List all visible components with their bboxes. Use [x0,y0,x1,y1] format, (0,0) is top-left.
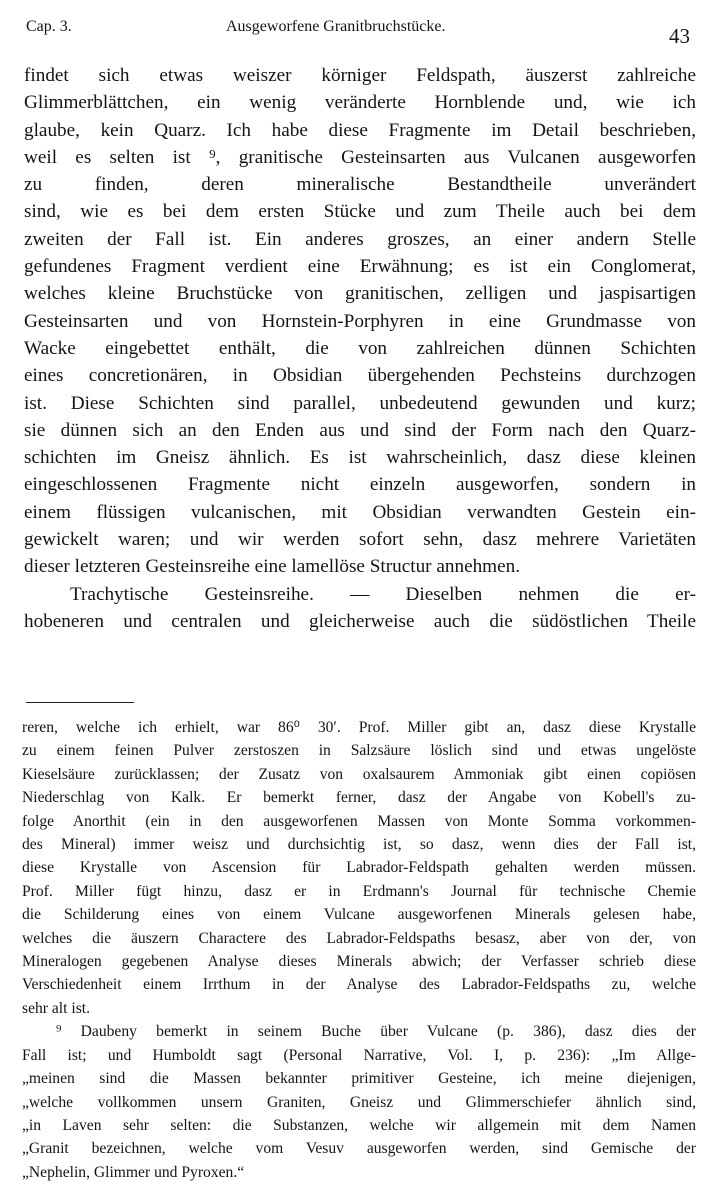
main-text [24,62,696,635]
footnote-line: Fall ist; und Humboldt sagt (Personal Narrative, Vol. I, p. 236): „Im Allge- [22,1046,696,1064]
text-line: eingeschlossenen Fragmente nicht einzeln ausgeworfen, sondern in [24,474,696,496]
footnote-line: zu einem feinen Pulver zerstoszen in Salzsäure löslich sind und etwas ungelöste [22,742,696,760]
footnote-line: „meinen sind die Massen bekannter primitiver Gesteine, ich meine diejenigen, [22,1070,696,1088]
footnote-9-start: ⁹ Daubeny bemerkt in seinem Buche über Vulcane (p. 386), dasz dies der [56,1023,696,1041]
footnote-line: folge Anorthit (ein in den ausgeworfenen Massen von Monte Somma vorkommen- [22,812,696,830]
text-line: Gesteinsarten und von Hornstein-Porphyren in eine Grundmasse von [24,310,696,332]
text-line: dieser letzteren Gesteinsreihe eine lamellöse Structur annehmen. [24,556,521,578]
footnote-line: sehr alt ist. [22,999,90,1017]
page-number: 43 [669,24,690,48]
footnote-line: reren, welche ich erhielt, war 86⁰ 30′. Prof. Miller gibt an, dasz diese Krystalle [22,719,696,736]
chapter-label: Cap. 3. [26,18,72,35]
text-line: einem flüssigen vulcanischen, mit Obsidian verwandten Gestein ein- [24,501,696,523]
text-line: weil es selten ist ⁹, granitische Gesteinsarten aus Vulcanen ausgeworfen [24,146,696,168]
footnote-divider [26,702,134,703]
text-line: Glimmerblättchen, ein wenig veränderte Hornblende und, wie ich [24,92,696,114]
footnotes [22,716,696,1184]
footnote-line: Verschiedenheit einem Irrthum in der Analyse des Labrador-Feldspaths zu, welche [22,976,696,994]
running-header [26,14,694,48]
text-line: glaube, kein Quarz. Ich habe diese Fragmente im Detail beschrieben, [24,119,696,141]
footnote-line: „Granit bezeichnen, welche vom Vesuv ausgeworfen werden, sind Gemische der [22,1140,696,1158]
text-line: eines concretionären, in Obsidian übergehenden Pechsteins durchzogen [24,365,696,387]
text-line: gefundenes Fragment verdient eine Erwähnung; es ist ein Conglomerat, [24,256,696,278]
footnote-line: welches die äuszern Charactere des Labrador-Feldspaths besasz, aber von der, von [22,929,696,947]
text-line: hobeneren und centralen und gleicherweise auch die südöstlichen Theile [24,610,696,632]
footnote-line: „Nephelin, Glimmer und Pyroxen.“ [22,1163,245,1181]
text-line: welches kleine Bruchstücke von granitischen, zelligen und jaspisartigen [24,283,696,305]
text-line: zu finden, deren mineralische Bestandtheile unverändert [24,174,696,196]
text-line: schichten im Gneisz ähnlich. Es ist wahrscheinlich, dasz diese kleinen [24,447,696,469]
text-line: Wacke eingebettet enthält, die von zahlreichen dünnen Schichten [24,337,696,359]
text-line: findet sich etwas weiszer körniger Feldspath, äuszerst zahlreiche [24,65,696,86]
text-line: sie dünnen sich an den Enden aus und sind der Form nach den Quarz- [24,419,696,441]
text-line: sind, wie es bei dem ersten Stücke und zum Theile auch bei dem [24,201,696,223]
footnote-line: „in Laven sehr selten: die Substanzen, welche wir allgemein mit dem Namen [22,1116,696,1134]
footnote-line: diese Krystalle von Ascension für Labrador-Feldspath gehalten werden müssen. [22,859,696,877]
footnote-line: Niederschlag von Kalk. Er bemerkt ferner, dasz der Angabe von Kobell's zu- [22,789,696,807]
footnote-line: des Mineral) immer weisz und durchsichtig ist, so dasz, wenn dies der Fall ist, [22,836,696,854]
running-title: Ausgeworfene Granitbruchstücke. [226,18,446,35]
footnote-line: „welche vollkommen unsern Graniten, Gneisz und Glimmerschiefer ähnlich sind, [22,1093,696,1111]
section-heading-line: Trachytische Gesteinsreihe. — Dieselben nehmen die er- [70,583,696,605]
footnote-line: Kieselsäure zurücklassen; der Zusatz von oxalsaurem Ammoniak gibt einen copiösen [22,765,696,783]
footnote-line: die Schilderung eines von einem Vulcane ausgeworfenen Minerals gelesen habe, [22,906,696,924]
footnote-line: Prof. Miller fügt hinzu, dasz er in Erdmann's Journal für technische Chemie [22,882,696,900]
text-line: zweiten der Fall ist. Ein anderes groszes, an einer andern Stelle [24,228,696,250]
text-line: gewickelt waren; und wir werden sofort sehn, dasz mehrere Varietäten [24,529,696,551]
footnote-line: Mineralogen gegebenen Analyse dieses Minerals abwich; der Verfasser schrieb diese [22,953,696,971]
text-line: ist. Diese Schichten sind parallel, unbedeutend gewunden und kurz; [24,392,696,414]
